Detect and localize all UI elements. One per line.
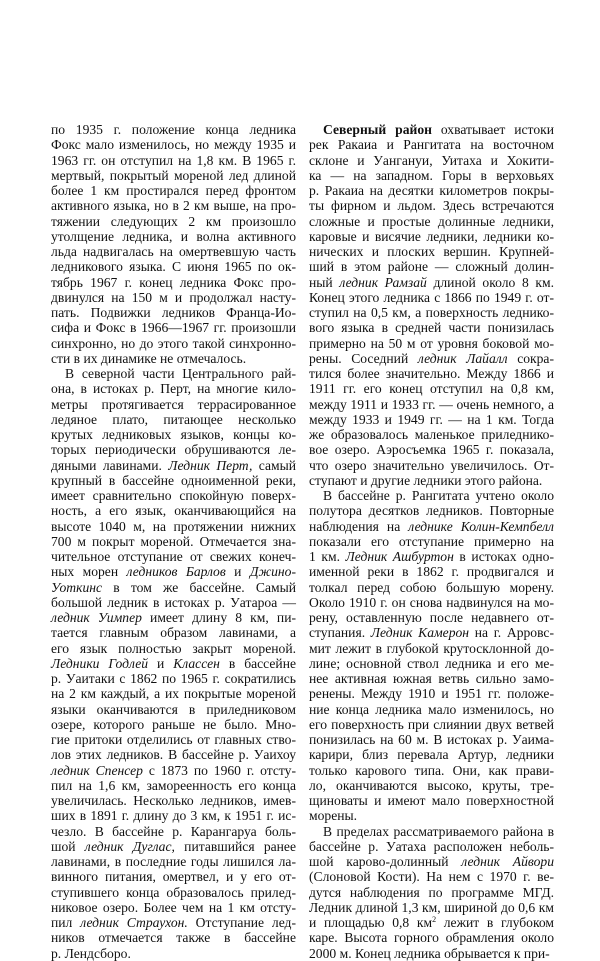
text-line: наблюдения на леднике Колин-Кемпбелл — [309, 518, 554, 534]
text-line: ледяное плато, питающее несколько — [51, 411, 296, 427]
text-line: винного питания, омертвел, и у его от- — [51, 869, 296, 885]
text-line: толкал перед собою большую морену. — [309, 579, 554, 595]
text-line: между 1933 и 1949 гг. — на 1 км. Тогда — [309, 411, 554, 427]
text-line: ка — на западном. Горы в верховьях — [309, 167, 554, 183]
text-line: двинулся на 150 м и продолжал насту- — [51, 289, 296, 305]
text-line: крутых ледниковых языков, концы ко- — [51, 427, 296, 442]
text-line: только карового типа. Они, как прави- — [309, 762, 554, 778]
text-line: сложные и простые долинные ледники, — [309, 213, 554, 229]
text-line: льда надвигалась на омертвевшую часть — [51, 244, 296, 259]
text-line: пил ледник Страухон. Отступание лед- — [51, 915, 296, 930]
text-line: рек Ракаиа и Рангитата на восточном — [309, 137, 554, 153]
text-line: его язык полностью закрыт мореной. — [51, 640, 296, 656]
text-line: ледник Спенсер с 1873 по 1960 г. отсту- — [51, 762, 296, 778]
text-line: нических и плоских вершин. Крупней- — [309, 244, 554, 259]
text-line: тается главным образом лавинами, а — [51, 625, 296, 641]
paragraph — [309, 488, 554, 824]
text-line: дяными лавинами. Ледник Перт, самый — [51, 457, 296, 473]
text-line: каровые и висячие ледники, ледники ко- — [309, 228, 554, 244]
text-line: В северной части Центрального рай- — [65, 366, 296, 381]
text-line: дутся наблюдения по программе МГД. — [309, 884, 554, 900]
text-line: более 1 км простирался перед фронтом — [51, 183, 296, 198]
text-line: Уоткинс в том же бассейне. Самый — [51, 579, 296, 595]
text-line: рены. Соседний ледник Лайалл сокра- — [309, 350, 554, 366]
text-line: утолщение ледника, и волна активного — [51, 228, 296, 244]
text-line: большой ледник в истоках р. Уатароа — — [51, 594, 296, 610]
text-line: тяжении следующих 2 км произошло — [51, 213, 296, 229]
text-line: активного языка, но в 2 км выше, на про- — [51, 198, 296, 214]
text-line: ледник Уимпер имеет длину 8 км, пи- — [51, 610, 296, 625]
text-line: синхронно, но до этого такой синхронно- — [51, 335, 296, 351]
text-line: ло, оканчиваются высоко, круты, тре- — [309, 777, 554, 793]
text-line: Фокс мало изменилось, но между 1935 и — [51, 137, 296, 153]
text-line: лов этих ледников. В бассейне р. Уаихоу — [51, 747, 296, 763]
text-line: ступания. Ледник Камерон на г. Арровс- — [309, 625, 554, 641]
text-line: его поверхность при слиянии двух ветвей — [309, 716, 554, 732]
text-line: 700 м покрыт мореной. Отмечается зна- — [51, 533, 296, 549]
text-line: никовое озеро. Более чем на 1 км отсту- — [51, 899, 296, 915]
text-line: метры протягивается террасированное — [51, 396, 296, 412]
text-line: р. Уаитаки с 1862 по 1965 г. сократились — [51, 671, 296, 686]
text-line: В пределах рассматриваемого района в — [323, 823, 554, 839]
text-column-left — [51, 122, 296, 961]
text-line: высоте 1040 м, на протяжении нижних — [51, 518, 296, 534]
text-line: р. Ракаиа на десятки километров покры- — [309, 183, 554, 198]
text-line: нее активная южная ветвь сильно замо- — [309, 671, 554, 686]
paragraph — [309, 122, 554, 488]
text-line: лавинами, в последние годы лишился ла- — [51, 854, 296, 869]
text-line: пать. Подвижки ледников Франца-Ио- — [51, 305, 296, 320]
text-line: ледникового языка. С июня 1965 по ок- — [51, 259, 296, 275]
text-line: (Слоновой Кости). На нем с 1970 г. ве- — [309, 869, 554, 885]
text-line: торых периодически обрушиваются ле- — [51, 442, 296, 458]
text-line: морены. — [309, 808, 358, 824]
text-line: Северный район охватывает истоки — [323, 122, 554, 137]
text-line: ренены. Между 1910 и 1951 гг. положе- — [309, 686, 554, 702]
text-line: каре. Высота горного обрамления около — [309, 930, 554, 946]
text-line: бассейне р. Уатаха расположен неболь- — [309, 838, 554, 854]
text-line: карири, близ перевала Артур, ледники — [309, 747, 554, 763]
text-line: ние конца ледника мало изменилось, но — [309, 701, 554, 717]
text-line: полутора десятков ледников. Повторные — [309, 503, 554, 519]
text-line: ступил на 0,5 км, а поверхность леднико- — [309, 305, 554, 320]
text-line: именной реки в 1862 г. продвигался и — [309, 564, 554, 580]
text-line: тябрь 1967 г. конец ледника Фокс про- — [51, 274, 296, 290]
text-line: что озеро значительно увеличилось. От- — [309, 457, 554, 473]
text-line: чезло. В бассейне р. Карангаруа боль- — [51, 823, 296, 839]
text-line: шой карово-долинный ледник Айвори — [309, 854, 554, 869]
text-line: лине; основной ствол ледника и его ме- — [309, 655, 554, 671]
text-line: 1963 гг. он отступил на 1,8 км. В 1965 г. — [51, 152, 296, 168]
text-line: крупный в бассейне одноименной реки, — [51, 472, 296, 488]
text-line: гие притоки отделились от главных ство- — [51, 732, 296, 747]
text-line: вое озеро. Аэросъемка 1965 г. показала, — [309, 442, 554, 458]
text-line: мит лежит в глубокой крутосклонной до- — [309, 640, 554, 656]
text-line: 2000 м. Конец ледника обрывается к при- — [309, 945, 550, 961]
text-line: ших в 1891 г. длину до 3 км, к 1951 г. ис- — [51, 808, 296, 824]
text-line: сифа и Фокс в 1966—1967 гг. произошли — [51, 320, 296, 336]
text-line: же образовалось маленькое приледнико- — [309, 427, 554, 442]
text-line: ный ледник Рамзай длиной около 8 км. — [309, 274, 554, 290]
text-line: тился более значительно. Между 1866 и — [309, 366, 554, 381]
text-line: примерно на 50 м от уровня боковой мо- — [309, 335, 554, 351]
text-line: по 1935 г. положение конца ледника — [51, 122, 296, 137]
text-line: она, в истоках р. Перт, на многие кило- — [51, 381, 296, 397]
text-line: 1911 гг. его конец отступил на 0,8 км, — [309, 381, 554, 397]
text-line: ты фирном и льдом. Здесь встречаются — [309, 198, 554, 214]
text-line: щиноваты и имеют мало поверхностной — [309, 793, 554, 808]
text-line: языки оканчиваются в приледниковом — [51, 701, 296, 717]
text-line: увеличилась. Несколько ледников, имев- — [51, 793, 296, 808]
paragraph — [51, 122, 296, 366]
text-line: склоне и Уанганyи, Уитаха и Хокити- — [309, 152, 554, 168]
text-line: и площадью 0,8 $км^2$ лежит в глубоком — [309, 915, 555, 930]
text-line: ность, а его язык, оканчивающийся на — [51, 503, 296, 519]
text-line: пил на 1,6 км, замореенность его конца — [51, 777, 296, 793]
text-line: ступают и другие ледники этого района. — [309, 472, 543, 488]
text-line: мертвый, покрытый мореной лед длиной — [51, 167, 296, 183]
text-line: между 1911 и 1933 гг. — очень немного, а — [309, 396, 554, 412]
text-line: ший в этом районе — сложный долин- — [309, 259, 554, 275]
text-line: ников отмечается также в бассейне — [51, 930, 296, 946]
text-line: вого языка в средней части понизилась — [309, 320, 554, 336]
text-line: рену, оставленную после недавнего от- — [309, 610, 554, 625]
text-line: В бассейне р. Рангитата учтено около — [323, 488, 554, 503]
text-line: показали его отступание примерно на — [309, 533, 554, 549]
text-line: Ледник длиной 1,3 км, шириной до 0,6 км — [309, 899, 554, 915]
text-line: Конец этого ледника с 1866 по 1949 г. от- — [309, 289, 554, 305]
text-line: чительное отступание от свежих конеч- — [51, 549, 296, 564]
text-line: ступившего конца образовалось прилед- — [51, 884, 296, 900]
paragraph — [51, 366, 296, 961]
text-line: 1 км. Ледник Ашбуртон в истоках одно- — [309, 549, 554, 564]
text-line: озере, которого раньше не было. Мно- — [51, 716, 296, 732]
text-line: понизилась на 60 м. В истоках р. Уаима- — [309, 732, 554, 747]
text-line: имеет сравнительно спокойную поверх- — [51, 488, 296, 503]
text-line: р. Лендсборо. — [51, 945, 131, 961]
text-line: шой ледник Дуглас, питавшийся ранее — [51, 838, 296, 854]
text-line: ных морен ледников Барлов и Джино- — [51, 564, 297, 580]
text-line: Около 1910 г. он снова надвинулся на мо- — [309, 594, 554, 610]
text-column-right — [309, 122, 554, 961]
text-line: Ледники Годлей и Классен в бассейне — [51, 655, 296, 671]
text-line: на 2 км каждый, а их покрытые мореной — [51, 686, 296, 702]
text-line: сти в их динамике не отмечалось. — [51, 350, 247, 366]
paragraph — [309, 824, 554, 961]
